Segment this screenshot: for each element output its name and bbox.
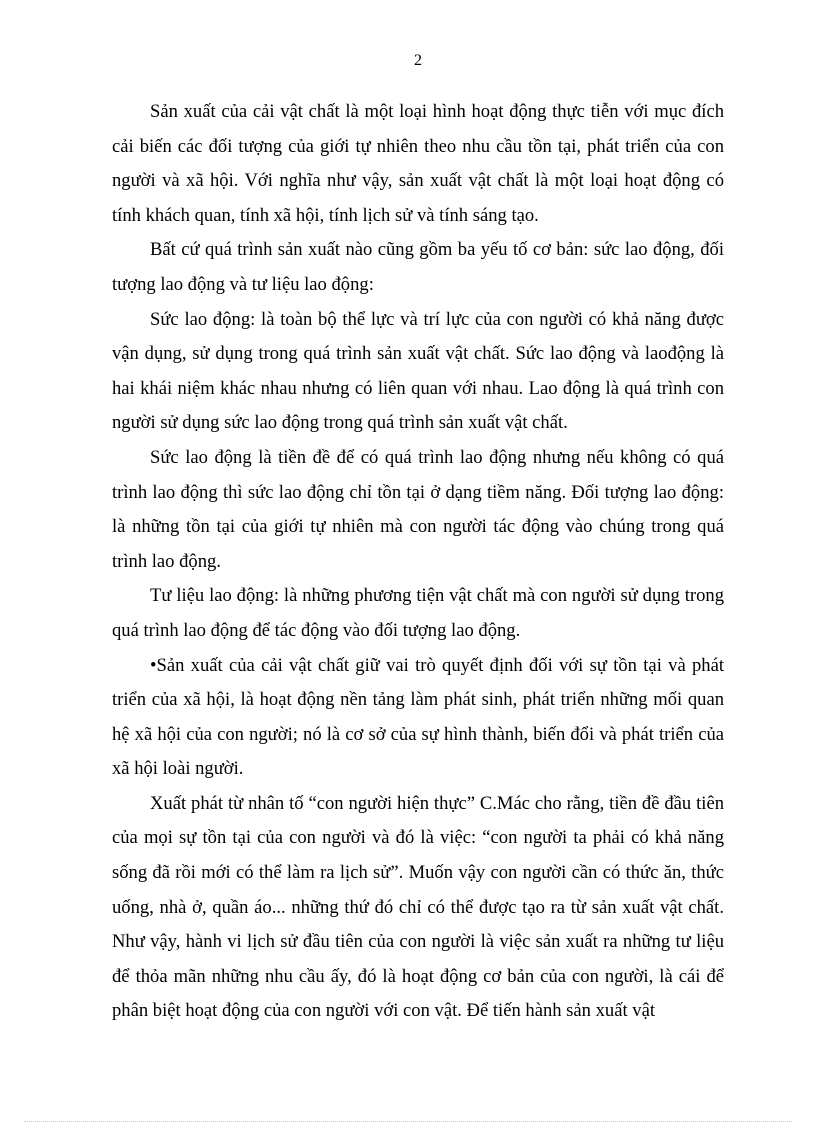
paragraph-three-factors: Bất cứ quá trình sản xuất nào cũng gồm ba yếu tố cơ bản: sức lao động, đối tượng lao động và tư liệu lao động: — [112, 239, 724, 295]
document-body — [112, 95, 724, 1029]
paragraph-decisive-role: •Sản xuất của cải vật chất giữ vai trò quyết định đối với sự tồn tại và phát triển của xã hội, là hoạt động nền tảng làm phát sinh, phát triển những mối quan hệ xã hội của con người; nó là cơ sở của sự hình thành, biến đổi và phát triển của xã hội loài người. — [112, 654, 724, 780]
paragraph-means-of-labor: Tư liệu lao động: là những phương tiện vật chất mà con người sử dụng trong quá trình lao động để tác động vào đối tượng lao động. — [112, 585, 724, 641]
paragraph-marx-premise: Xuất phát từ nhân tố “con người hiện thực” C.Mác cho rằng, tiền đề đầu tiên của mọi sự tồn tại của con người và đó là việc: “con người ta phải có khả năng sống đã rồi mới có thể làm ra lịch sử”. Muốn vậy con người cần có thức ăn, thức uống, nhà ở, quần áo... những thứ đó chỉ có thể được tạo ra từ sản xuất vật chất. Như vậy, hành vi lịch sử đầu tiên của con người là việc sản xuất ra những tư liệu để thỏa mãn những nhu cầu ấy, đó là hoạt động cơ bản của con người, là cái để phân biệt hoạt động của con người với con vật. Để tiến hành sản xuất vật — [112, 792, 724, 1022]
paragraph-labor-power: Sức lao động: là toàn bộ thể lực và trí lực của con người có khả năng được vận dụng, sử dụng trong quá trình sản xuất vật chất. Sức lao động và laođộng là hai khái niệm khác nhau nhưng có liên quan với nhau. Lao động là quá trình con người sử dụng sức lao động trong quá trình sản xuất vật chất. — [112, 308, 724, 434]
page-bottom-divider — [24, 1121, 792, 1122]
paragraph-labor-process: Sức lao động là tiền đề để có quá trình lao động nhưng nếu không có quá trình lao động thì sức lao động chỉ tồn tại ở dạng tiềm năng. Đối tượng lao động: là những tồn tại của giới tự nhiên mà con người tác động vào chúng trong quá trình lao động. — [112, 446, 724, 572]
page-number: 2 — [414, 52, 422, 69]
paragraph-production-definition: Sản xuất của cải vật chất là một loại hình hoạt động thực tiễn với mục đích cải biến các đối tượng của giới tự nhiên theo nhu cầu tồn tại, phát triển của con người và xã hội. Với nghĩa như vậy, sản xuất vật chất là một loại hoạt động có tính khách quan, tính xã hội, tính lịch sử và tính sáng tạo. — [112, 101, 724, 226]
